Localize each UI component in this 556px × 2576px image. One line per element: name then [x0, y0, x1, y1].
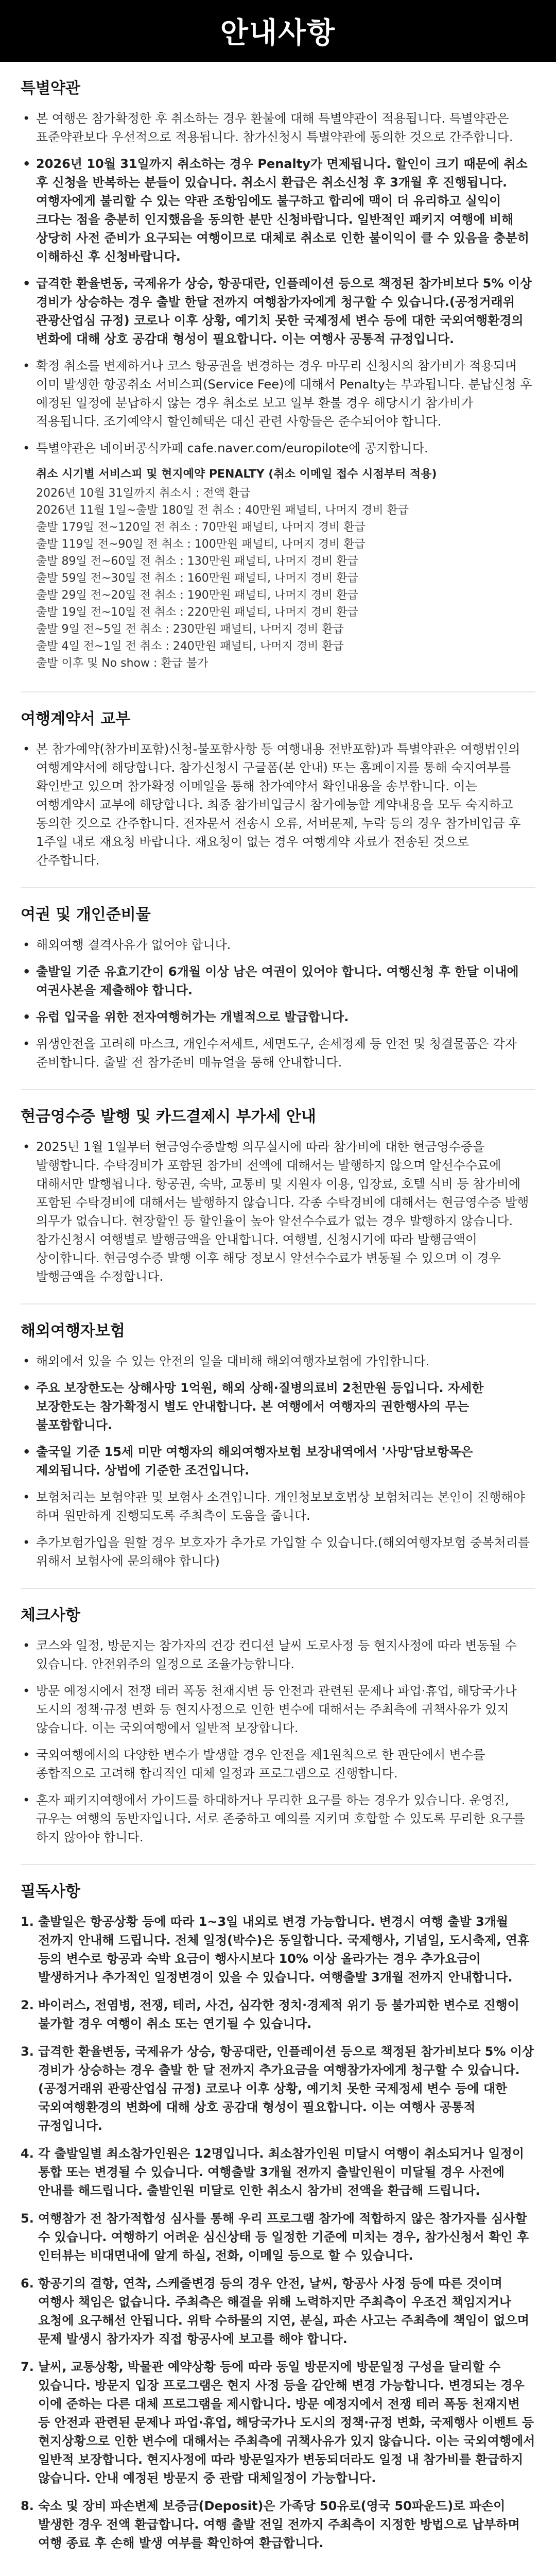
bullet-list: [21, 109, 535, 457]
section-insurance: [21, 1304, 535, 1589]
section-contract: [21, 692, 535, 888]
penalty-row: 출발 19일 전~10일 전 취소 : 220만원 패널티, 나머지 경비 환급: [36, 606, 358, 619]
list-item: • 특별약관은 네이버공식카페 cafe.naver.com/europilote에 공지합니다.: [21, 439, 535, 457]
penalty-row: 출발 4일 전~1일 전 취소 : 240만원 패널티, 나머지 경비 환급: [36, 640, 344, 653]
list-item: • 유럽 입국을 위한 전자여행허가는 개별적으로 발급합니다.: [21, 1008, 535, 1026]
list-item: • 추가보험가입을 원할 경우 보호자가 추가로 가입할 수 있습니다.(해외여행자보험 중복처리를 위해서 보험사에 문의해야 합니다): [21, 1533, 535, 1570]
section-title: 특별약관: [21, 79, 80, 97]
section-title: 필독사항: [21, 1883, 80, 1901]
item-text: 여행참가 전 참가적합성 심사를 통해 우리 프로그램 참가에 적합하지 않은 참가자를 심사할 수 있습니다. 여행하기 어려운 심신상태 등 일정한 기준에 미치는 경우, 참가신청서 확인 후 인터뷰는 비대면내에 알게 하실, 전화, 이메일 등으로 할 수 있습니다.: [38, 2211, 529, 2263]
bullet-list: [21, 740, 535, 870]
section-title: 해외여행자보험: [21, 1322, 125, 1340]
item-text: 바이러스, 전염병, 전쟁, 테러, 사건, 심각한 정치·경제적 위기 등 불가피한 변수로 진행이 불가할 경우 여행이 취소 또는 연기될 수 있습니다.: [38, 1998, 519, 2031]
item-text: 급격한 환율변동, 국제유가 상승, 항공대란, 인플레이션 등으로 책정된 참가비보다 5% 이상 경비가 상승하는 경우 출발 한 달 전까지 추가요금을 여행참가자에게 청구할 수 있습니다. (공정거래위 관광산업심 규정) 코로나 이후 상황, 예기치 못한 국제정세 변수 등에 대한 국외여행환경의 변화에 대해 상호 공감대 형성이 필요합니다. 이는 여행사 공통적 규정입니다.: [38, 2044, 534, 2133]
bullet-list: [21, 1352, 535, 1570]
list-item: 8. 숙소 및 장비 파손변제 보증금(Deposit)은 가족당 50유로(영국 50파운드)로 파손이 발생한 경우 전액 환급합니다. 여행 출발 전일 전까지 주최측이 지정한 방법으로 납부하며 여행 종료 후 손해 발생 여부를 확인하여 환급합니다.: [21, 2499, 520, 2550]
penalty-table-title: 취소 시기별 서비스피 및 현지예약 PENALTY (취소 이메일 접수 시점부터 적용): [36, 468, 437, 481]
section-title: 여권 및 개인준비물: [21, 906, 151, 924]
section-title: 현금영수증 발행 및 카드결제시 부가세 안내: [21, 1108, 316, 1126]
penalty-row: 출발 29일 전~20일 전 취소 : 190만원 패널티, 나머지 경비 환급: [36, 589, 358, 602]
list-item: 4. 각 출발일별 최소참가인원은 12명입니다. 최소참가인원 미달시 여행이 취소되거나 일정이 통합 또는 변경될 수 있습니다. 여행출발 3개월 전까지 출발인원이 미달될 경우 사전에 안내를 해드립니다. 출발인원 미달로 인한 취소시 참가비 전액을 환급해 드립니다.: [21, 2146, 524, 2198]
penalty-row: 출발 119일 전~90일 전 취소 : 100만원 패널티, 나머지 경비 환급: [36, 538, 366, 551]
list-item: • 2026년 10월 31일까지 취소하는 경우 Penalty가 면제됩니다. 할인이 크기 때문에 취소 후 신청을 반복하는 분들이 있습니다. 취소시 환급은 취소신청 후 3개월 후 진행됩니다. 여행자에게 불리할 수 있는 약관 조항임에도 불구하고 합리에 맥이 더 유리하고 실익이 크다는 점을 충분히 인지했음을 동의한 분만 신청바랍니다. 일반적인 패키지 여행에 비해 상당히 사전 준비가 요구되는 여행이므로 대체로 취소로 인한 불이익이 클 수 있음을 충분히 이해하신 후 신청바랍니다.: [21, 155, 535, 266]
section-title: 여행계약서 교부: [21, 710, 131, 728]
penalty-row: 출발 59일 전~30일 전 취소 : 160만원 패널티, 나머지 경비 환급: [36, 572, 358, 585]
list-item: 3. 급격한 환율변동, 국제유가 상승, 항공대란, 인플레이션 등으로 책정된 참가비보다 5% 이상 경비가 상승하는 경우 출발 한 달 전까지 추가요금을 여행참가자에게 청구할 수 있습니다. (공정거래위 관광산업심 규정) 코로나 이후 상황, 예기치 못한 국제정세 변수 등에 대한 국외여행환경의 변화에 대해 상호 공감대 형성이 필요합니다. 이는 여행사 공통적 규정입니다.: [21, 2044, 534, 2133]
list-item: • 해외여행 결격사유가 없어야 합니다.: [21, 936, 535, 954]
penalty-row: 출발 89일 전~60일 전 취소 : 130만원 패널티, 나머지 경비 환급: [36, 555, 358, 568]
list-item: • 해외에서 있을 수 있는 안전의 일을 대비해 해외여행자보험에 가입합니다.: [21, 1352, 535, 1370]
list-item: • 방문 예정지에서 전쟁 테러 폭동 천재지변 등 안전과 관련된 문제나 파업·휴업, 해당국가나 도시의 정책·규정 변화 등 현지사정으로 인한 변수에 대해서는 주최측에 귀책사유가 있지 않습니다. 이는 국외여행에서 일반적 보장합니다.: [21, 1682, 535, 1737]
numbered-list: [21, 1912, 535, 2552]
list-item: • 코스와 일정, 방문지는 참가자의 건강 컨디션 날씨 도로사정 등 현지사정에 따라 변동될 수 있습니다. 안전위주의 일정으로 조율가능합니다.: [21, 1636, 535, 1673]
item-text: 항공기의 결항, 연착, 스케줄변경 등의 경우 안전, 날씨, 항공사 사정 등에 따른 것이며 여행사 책임은 없습니다. 주최측은 해결을 위해 노력하지만 주최측이 우조건 책임지거나 요청에 요구해선 안됩니다. 위탁 수하물의 지연, 분실, 파손 사고는 주최측에 책임이 없으며 문제 발생시 참가자가 직접 항공사에 보고를 해야 합니다.: [38, 2276, 529, 2346]
list-item: • 급격한 환율변동, 국제유가 상승, 항공대란, 인플레이션 등으로 책정된 참가비보다 5% 이상 경비가 상승하는 경우 출발 한달 전까지 여행참가자에게 청구할 수 있습니다.(공정거래위 관광산업심 규정) 코로나 이후 상황, 예기치 못한 국제정세 변수 등에 대한 국외여행환경의 변화에 대해 상호 공감대 형성이 필요합니다. 이는 여행사 공통적 규정입니다.: [21, 274, 535, 348]
list-item: • 국외여행에서의 다양한 변수가 발생할 경우 안전을 제1원칙으로 한 판단에서 변수를 종합적으로 고려해 합리적인 대체 일정과 프로그램으로 진행합니다.: [21, 1745, 535, 1783]
list-item: 7. 날씨, 교통상황, 박물관 예약상황 등에 따라 동일 방문지에 방문일정 구성을 달리할 수 있습니다. 방문지 입장 프로그램은 현지 사정 등을 감안해 변경 가능합니다. 변경되는 경우 이에 준하는 다른 대체 프로그램을 제시합니다. 방문 예정지에서 전쟁 테러 폭동 천재지변 등 안전과 관련된 문제나 파업·휴업, 해당국가나 도시의 정책·규정 변화, 국제행사 이벤트 등 현지상황으로 인한 변수에 대해서는 주최측에 귀책사유가 있지 않습니다. 이는 국외여행에서 일반적 보장합니다. 현지사정에 따라 방문일자가 변동되더라도 일정 내 참가비를 환급하지 않습니다. 안내 예정된 방문지 중 관람 대체일정이 가능합니다.: [21, 2360, 535, 2485]
list-item: 2. 바이러스, 전염병, 전쟁, 테러, 사건, 심각한 정치·경제적 위기 등 불가피한 변수로 진행이 불가할 경우 여행이 취소 또는 연기될 수 있습니다.: [21, 1998, 519, 2031]
penalty-row: 2026년 10월 31일까지 취소시 : 전액 환급: [36, 487, 251, 500]
penalty-table: [36, 466, 535, 672]
page-header: [0, 0, 556, 62]
penalty-row: 출발 이후 및 No show : 환급 불가: [36, 657, 208, 670]
section-title: 체크사항: [21, 1606, 80, 1624]
item-text: 출발일은 항공상황 등에 따라 1~3일 내외로 변경 가능합니다. 변경시 여행 출발 3개월 전까지 안내해 드립니다. 전체 일정(박수)은 동일합니다. 국제행사, 기념일, 도시축제, 연휴 등의 변수로 항공과 숙박 요금이 행사시보다 10% 이상 올라가는 경우 추가요금이 발생하거나 추가적인 일정변경이 있을 수 있습니다. 여행출발 3개월 전까지 안내합니다.: [38, 1914, 530, 1985]
list-item: • 출국일 기준 15세 미만 여행자의 해외여행자보험 보장내역에서 '사망'담보항목은 제외됩니다. 상법에 기준한 조건입니다.: [21, 1443, 535, 1480]
list-item: • 혼자 패키지여행에서 가이드를 하대하거나 무리한 요구를 하는 경우가 있습니다. 운영진, 규우는 여행의 동반자입니다. 서로 존중하고 예의를 지키며 호합할 수 있도록 무리한 요구를 하지 않아야 합니다.: [21, 1791, 535, 1846]
list-item: • 본 참가예약(참가비포함)신청-불포함사항 등 여행내용 전반포함)과 특별약관은 여행법인의 여행계약서에 해당합니다. 참가신청시 구글폼(본 안내) 또는 홈페이지를 통해 숙지여부를 확인받고 있으며 참가확정 이메일을 통해 참가예약서 확인내용을 송부합니다. 이는 여행계약서 교부에 해당합니다. 최종 참가비입금시 참가예능할 계약내용을 모두 숙지하고 동의한 것으로 간주합니다. 전자문서 전송시 오류, 서버문제, 누락 등의 경우 참가비입금 후 1주일 내로 재요청 바랍니다. 재요청이 없는 경우 여행계약 자료가 전송된 것으로 간주합니다.: [21, 740, 535, 870]
list-item: • 보험처리는 보험약관 및 보험사 소견입니다. 개인청보보호법상 보험처리는 본인이 진행해야 하며 원만하게 진행되도록 주최측이 도움을 줍니다.: [21, 1488, 535, 1525]
section-must-read: [21, 1865, 535, 2571]
list-item: • 출발일 기준 유효기간이 6개월 이상 남은 여권이 있어야 합니다. 여행신청 후 한달 이내에 여권사본을 제출해야 합니다.: [21, 962, 535, 999]
item-text: 날씨, 교통상황, 박물관 예약상황 등에 따라 동일 방문지에 방문일정 구성을 달리할 수 있습니다. 방문지 입장 프로그램은 현지 사정 등을 감안해 변경 가능합니다. 변경되는 경우 이에 준하는 다른 대체 프로그램을 제시합니다. 방문 예정지에서 전쟁 테러 폭동 천재지변 등 안전과 관련된 문제나 파업·휴업, 해당국가나 도시의 정책·규정 변화, 국제행사 이벤트 등 현지상황으로 인한 변수에 대해서는 주최측에 귀책사유가 있지 않습니다. 이는 국외여행에서 일반적 보장합니다. 현지사정에 따라 방문일자가 변동되더라도 일정 내 참가비를 환급하지 않습니다. 안내 예정된 방문지 중 관람 대체일정이 가능합니다.: [38, 2360, 535, 2485]
page-title: 안내사항: [220, 16, 336, 50]
list-item: 1. 출발일은 항공상황 등에 따라 1~3일 내외로 변경 가능합니다. 변경시 여행 출발 3개월 전까지 안내해 드립니다. 전체 일정(박수)은 동일합니다. 국제행사, 기념일, 도시축제, 연휴 등의 변수로 항공과 숙박 요금이 행사시보다 10% 이상 올라가는 경우 추가요금이 발생하거나 추가적인 일정변경이 있을 수 있습니다. 여행출발 3개월 전까지 안내합니다.: [21, 1914, 530, 1985]
penalty-row: 2026년 11월 1일~출발 180일 전 취소 : 40만원 패널티, 나머지 경비 환급: [36, 504, 409, 517]
content: [0, 62, 556, 2571]
item-text: 숙소 및 장비 파손변제 보증금(Deposit)은 가족당 50유로(영국 50파운드)로 파손이 발생한 경우 전액 환급합니다. 여행 출발 전일 전까지 주최측이 지정한 방법으로 납부하며 여행 종료 후 손해 발생 여부를 확인하여 환급합니다.: [38, 2499, 520, 2550]
bullet-list: [21, 1138, 535, 1286]
item-text: 각 출발일별 최소참가인원은 12명입니다. 최소참가인원 미달시 여행이 취소되거나 일정이 통합 또는 변경될 수 있습니다. 여행출발 3개월 전까지 출발인원이 미달될 경우 사전에 안내를 해드립니다. 출발인원 미달로 인한 취소시 참가비 전액을 환급해 드립니다.: [38, 2146, 524, 2198]
section-passport: [21, 888, 535, 1090]
penalty-row: 출발 179일 전~120일 전 취소 : 70만원 패널티, 나머지 경비 환급: [36, 521, 366, 534]
bullet-list: [21, 1636, 535, 1846]
list-item: • 위생안전을 고려해 마스크, 개인수저세트, 세면도구, 손세정제 등 안전 및 청결물품은 각자 준비합니다. 출발 전 참가준비 매뉴얼을 통해 안내합니다.: [21, 1035, 535, 1072]
list-item: • 확정 취소를 변제하거나 코스 항공권을 변경하는 경우 마무리 신청시의 참가비가 적용되며 이미 발생한 항공취소 서비스피(Service Fee)에 대해서 Penalty는 부과됩니다. 분납신청 후 예정된 일정에 분납하지 않는 경우 취소로 보고 일부 환불 경우 해당시기 참가비가 적용됩니다. 조기예약시 할인혜택은 대신 관련 사항들은 준수되어야 합니다.: [21, 357, 535, 431]
section-special-terms: [21, 62, 535, 692]
section-receipt: [21, 1090, 535, 1304]
penalty-row: 출발 9일 전~5일 전 취소 : 230만원 패널티, 나머지 경비 환급: [36, 623, 344, 636]
list-item: 6. 항공기의 결항, 연착, 스케줄변경 등의 경우 안전, 날씨, 항공사 사정 등에 따른 것이며 여행사 책임은 없습니다. 주최측은 해결을 위해 노력하지만 주최측이 우조건 책임지거나 요청에 요구해선 안됩니다. 위탁 수하물의 지연, 분실, 파손 사고는 주최측에 책임이 없으며 문제 발생시 참가자가 직접 항공사에 보고를 해야 합니다.: [21, 2276, 529, 2346]
list-item: • 본 여행은 참가확정한 후 취소하는 경우 환불에 대해 특별약관이 적용됩니다. 특별약관은 표준약관보다 우선적으로 적용됩니다. 참가신청시 특별약관에 동의한 것으로 간주합니다.: [21, 109, 535, 146]
bullet-list: [21, 936, 535, 1072]
list-item: • 2025년 1월 1일부터 현금영수증발행 의무실시에 따라 참가비에 대한 현금영수증을 발행합니다. 수탁경비가 포함된 참가비 전액에 대해서는 발행하지 않으며 알선수수료에 대해서만 발행됩니다. 항공권, 숙박, 교통비 및 지원자 이용, 입장료, 호텔 식비 등 참가비에 포함된 수탁경비에 대해서는 발행하지 않습니다. 각종 수탁경비에 대해서는 현금영수증 발행 의무가 없습니다. 현장할인 등 할인율이 높아 알선수수료가 없는 경우 발행하지 않습니다. 참가신청시 여행별로 발행금액을 안내합니다. 여행별, 신청시기에 따라 발행금액이 상이합니다. 현금영수증 발행 이후 해당 정보시 알선수수료가 변동될 수 있으며 이 경우 발행금액을 수정합니다.: [21, 1138, 535, 1286]
list-item: 5. 여행참가 전 참가적합성 심사를 통해 우리 프로그램 참가에 적합하지 않은 참가자를 심사할 수 있습니다. 여행하기 어려운 심신상태 등 일정한 기준에 미치는 경우, 참가신청서 확인 후 인터뷰는 비대면내에 알게 하실, 전화, 이메일 등으로 할 수 있습니다.: [21, 2211, 529, 2263]
section-checklist: [21, 1589, 535, 1865]
list-item: • 주요 보장한도는 상해사망 1억원, 해외 상해·질병의료비 2천만원 등입니다. 자세한 보장한도는 참가확정시 별도 안내합니다. 본 여행에서 여행자의 권한행사의 무는 불포함합니다.: [21, 1379, 535, 1434]
